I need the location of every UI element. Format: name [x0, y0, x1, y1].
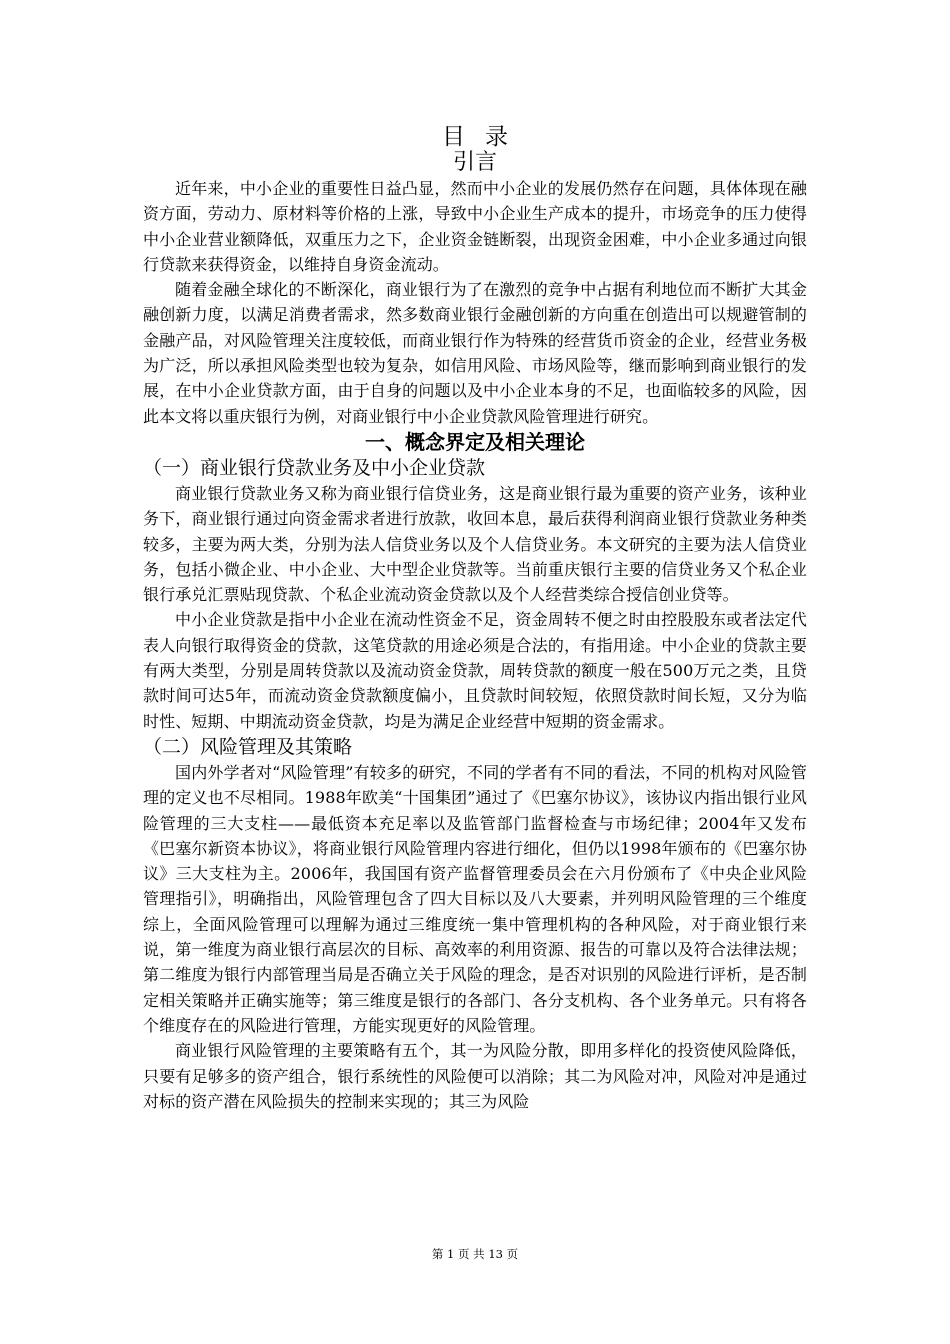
toc-title: 目录 — [442, 124, 528, 150]
page-footer: 第 1 页 共 13 页 — [431, 1247, 519, 1261]
section-1-heading: （一）商业银行贷款业务及中小企业贷款 — [143, 456, 486, 479]
section-1-paragraph-1: 商业银行贷款业务又称为商业银行信贷业务，这是商业银行最为重要的资产业务，该种业务下，商业银行通过向资金需求者进行放款，收回本息，最后获得利润商业银行贷款业务种类较多，主要为两大类，分别为法人信贷业务以及个人信贷业务。本文研究的主要为法人信贷业务，包括小微企业、中小企业、大中型企业贷款等。当前重庆银行主要的信贷业务又个私企业银行承兑汇票贴现贷款、个私企业流动资金贷款以及个人经营类综合授信创业贷等。 — [143, 483, 807, 605]
intro-heading: 引言 — [452, 150, 497, 175]
chapter-1-heading: 一、概念界定及相关理论 — [365, 429, 585, 454]
section-1-paragraph-2: 中小企业贷款是指中小企业在流动性资金不足，资金周转不便之时由控股股东或者法定代表人向银行取得资金的贷款，这笔贷款的用途必须是合法的，有指用途。中小企业的贷款主要有两大类型，分别是周转贷款以及流动资金贷款，周转贷款的额度一般在500万元之类，且贷款时间可达5年，而流动资金贷款额度偏小，且贷款时间较短，依照贷款时间长短，又分为临时性、短期、中期流动资金贷款，均是为满足企业经营中短期的资金需求。 — [143, 610, 807, 731]
document-body — [143, 124, 807, 1114]
intro-paragraph-1: 近年来，中小企业的重要性日益凸显，然而中小企业的发展仍然存在问题，具体体现在融资方面，劳动力、原材料等价格的上涨，导致中小企业生产成本的提升，市场竞争的压力使得中小企业营业额降低，双重压力之下，企业资金链断裂，出现资金困难，中小企业多通过向银行贷款来获得资金，以维持自身资金流动。 — [143, 179, 807, 274]
intro-paragraph-2: 随着金融全球化的不断深化，商业银行为了在激烈的竞争中占据有利地位而不断扩大其金融创新力度，以满足消费者需求，然多数商业银行金融创新的方向重在创造出可以规避管制的金融产品，对风险管理关注度较低，而商业银行作为特殊的经营货币资金的企业，经营业务极为广泛，所以承担风险类型也较为复杂，如信用风险、市场风险等，继而影响到商业银行的发展，在中小企业贷款方面，由于自身的问题以及中小企业本身的不足，也面临较多的风险，因此本文将以重庆银行为例，对商业银行中小企业贷款风险管理进行研究。 — [143, 280, 807, 426]
section-2-heading: （二）风险管理及其策略 — [143, 735, 353, 758]
section-2-paragraph-1: 国内外学者对“风险管理”有较多的研究，不同的学者有不同的看法，不同的机构对风险管理的定义也不尽相同。1988年欧美“十国集团”通过了《巴塞尔协议》，该协议内指出银行业风险管理的三大支柱——最低资本充足率以及监管部门监督检查与市场纪律；2004年又发布《巴塞尔新资本协议》，将商业银行风险管理内容进行细化，但仍以1998年颁布的《巴塞尔协议》三大支柱为主。2006年，我国国有资产监督管理委员会在六月份颁布了《中央企业风险管理指引》，明确指出，风险管理包含了四大目标以及八大要素，并列明风险管理的三个维度综上，全面风险管理可以理解为通过三维度统一集中管理机构的各种风险，对于商业银行来说，第一维度为商业银行高层次的目标、高效率的利用资源、报告的可靠以及符合法律法规；第二维度为银行内部管理当局是否确立关于风险的理念，是否对识别的风险进行评析，是否制定相关策略并正确实施等；第三维度是银行的各部门、各分支机构、各个业务单元。只有将各个维度存在的风险进行管理，方能实现更好的风险管理。 — [143, 762, 807, 1035]
section-2-paragraph-2: 商业银行风险管理的主要策略有五个，其一为风险分散，即用多样化的投资使风险降低，只要有足够多的资产组合，银行系统性的风险便可以消除；其二为风险对冲，风险对冲是通过对标的资产潜在风险损失的控制来实现的；其三为风险 — [143, 1041, 807, 1111]
